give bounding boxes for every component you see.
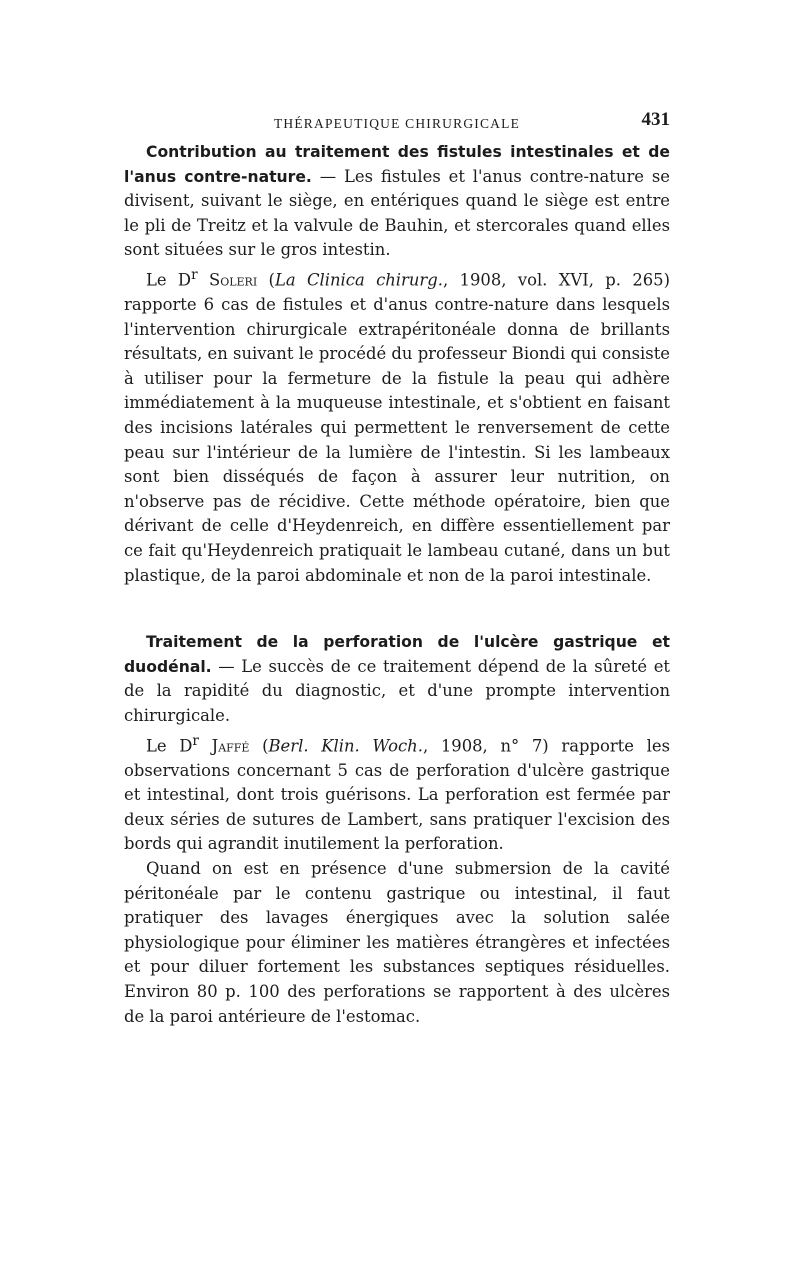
section-gap	[124, 588, 670, 630]
author-soleri: Soleri	[208, 270, 258, 290]
doctor-abbrev-sup: r	[191, 266, 198, 283]
section-ulcere-intro-text: — Le succès de ce traitement dépend de la sûreté et de la rapidité du diagnostic, et d'une prompte intervention chirurgicale.	[124, 656, 670, 725]
running-title: THÉRAPEUTIQUE CHIRURGICALE	[273, 116, 521, 131]
source-berl-klin-woch: Berl. Klin. Woch.	[268, 736, 423, 755]
book-page	[124, 108, 670, 1029]
section-fistules-intro	[124, 140, 670, 263]
open-paren: (	[249, 736, 269, 755]
section-heading-ulcere: Traitement de la perforation de l'ulcère gastrique et duodénal.	[124, 633, 670, 676]
author-jaffe: Jaffé	[211, 736, 250, 755]
paragraph-soleri-text: , 1908, vol. XVI, p. 265) rapporte 6 cas de fistules et d'anus contre-nature dans lesquels l'intervention chirurgicale extrapéritonéale donna de brillants résultats, en suivant le procédé du professeur Biondi qui consiste à utiliser pour la fermeture de la fistule la peau qui adhère immédiatement à la muqueuse intestinale, et s'obtient en faisant des incisions latérales qui permettent le renversement de cette peau sur l'intérieur de la lumière de l'intestin. Si les lambeaux sont bien disséqués de façon à assurer leur nutrition, on n'observe pas de récidive. Cette méthode opératoire, bien que dérivant de celle d'Heydenreich, en diffère essentiellement par ce fait qu'Heydenreich pratiquait le lambeau cutané, dans un but plastique, de la paroi abdominale et non de la paroi intestinale.	[124, 270, 671, 585]
doctor-abbrev-sup: r	[192, 732, 199, 749]
running-header	[124, 108, 670, 138]
section-heading-fistules: Contribution au traitement des fistules intestinales et de l'anus contre-nature.	[124, 143, 670, 186]
source-clinica-chirurg: La Clinica chirurg.	[274, 270, 443, 290]
paragraph-jaffe-text: , 1908, n° 7) rapporte les observations concernant 5 cas de perforation d'ulcère gastrique et intestinal, dont trois guérisons. La perforation est fermée par deux séries de sutures de Lambert, sans pratiquer l'excision des bords qui agrandit inutilement la perforation.	[124, 736, 670, 854]
paragraph-jaffe	[124, 729, 670, 857]
open-paren: (	[257, 270, 275, 290]
section-ulcere-intro	[124, 630, 670, 728]
page-number: 431	[641, 109, 670, 130]
doctor-abbrev: Le D	[146, 736, 193, 755]
section-fistules-intro-text: — Les fistules et l'anus contre-nature se divisent, suivant le siège, en entériques quand le siège est entre le pli de Treitz et la valvule de Bauhin, et stercorales quand elles sont situées sur le gros intestin.	[124, 166, 670, 260]
paragraph-submersion: Quand on est en présence d'une submersion de la cavité péritonéale par le contenu gastrique ou intestinal, il faut pratiquer des lavages énergiques avec la solution salée physiologique pour éliminer les matières étrangères et infectées et pour diluer fortement les substances septiques résiduelles. Environ 80 p. 100 des perforations se rapportent à des ulcères de la paroi antérieure de l'estomac.	[124, 858, 670, 1026]
doctor-abbrev: Le D	[146, 270, 192, 290]
paragraph-soleri	[124, 263, 670, 588]
